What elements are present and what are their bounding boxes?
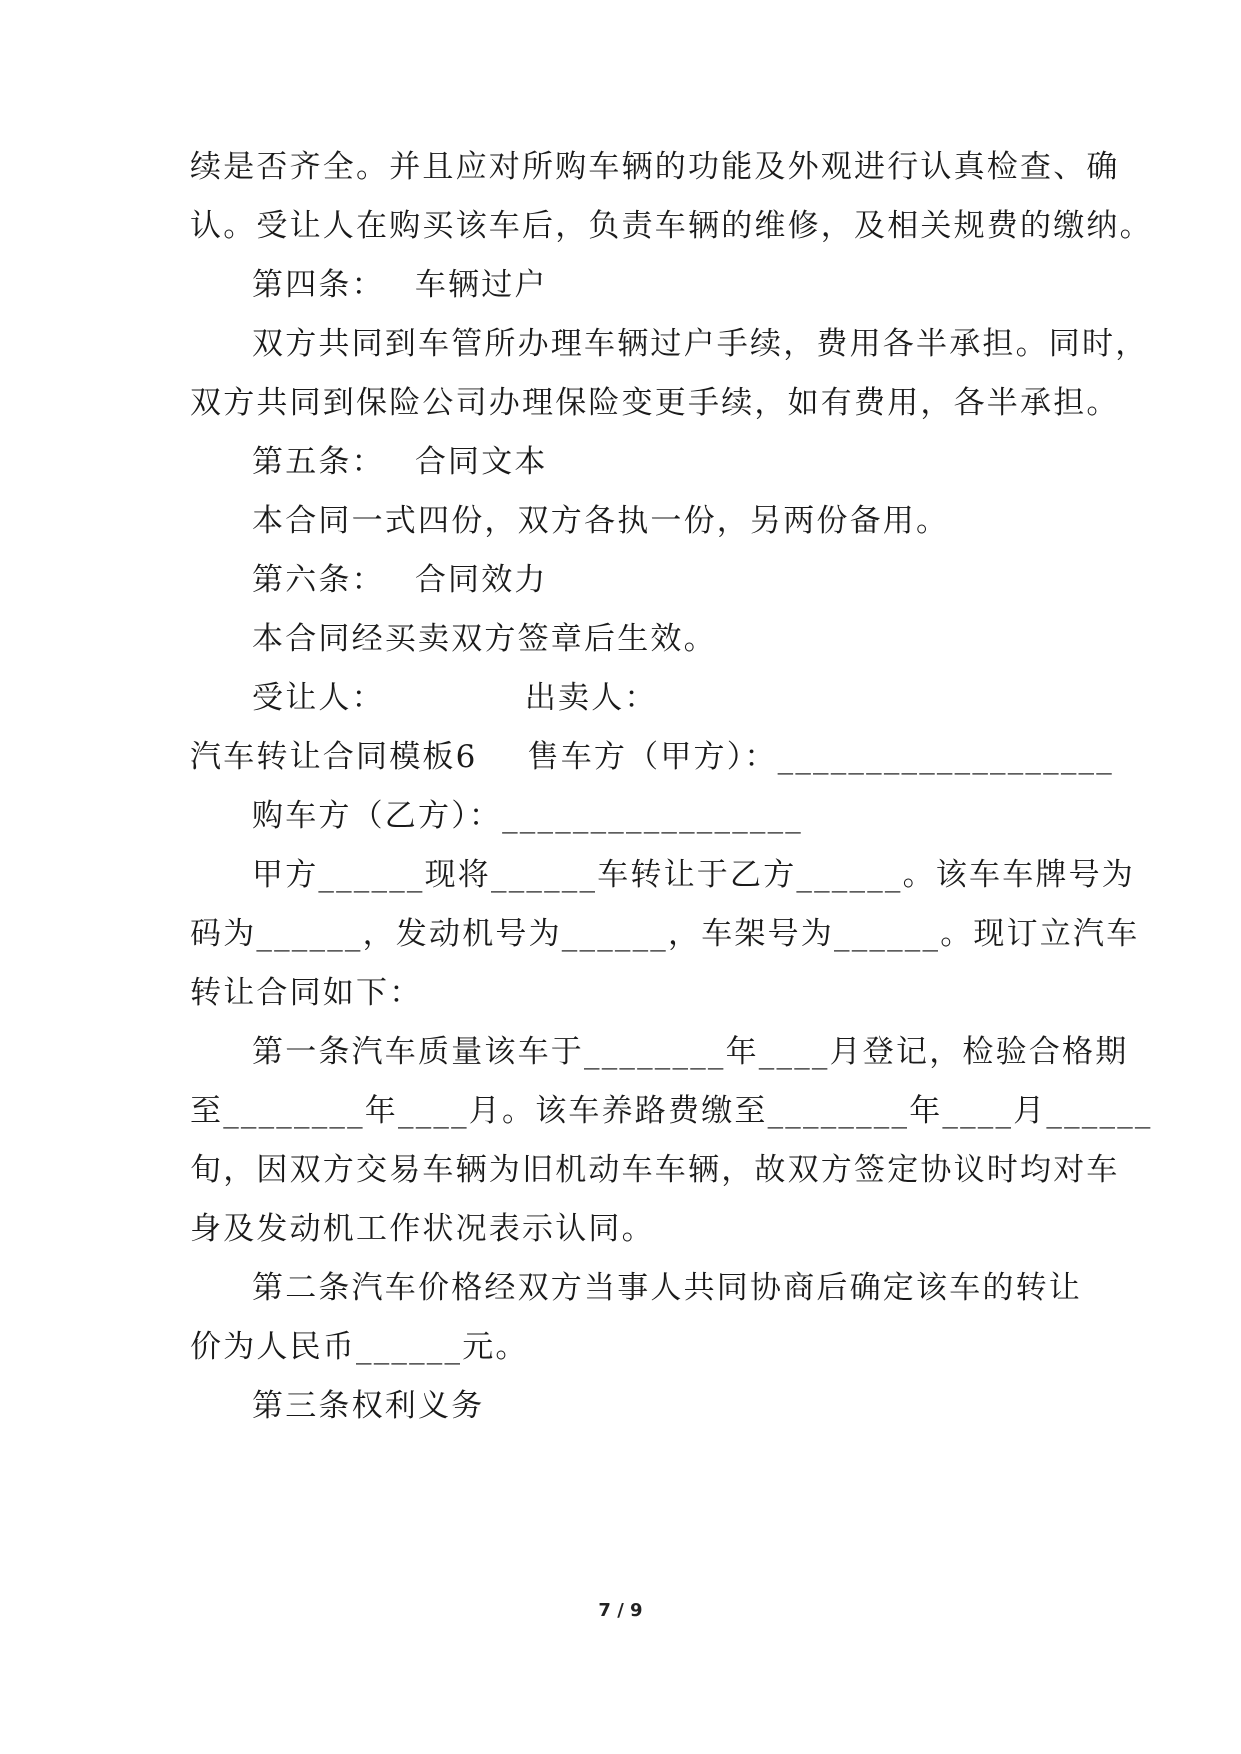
paragraph-line: 转让合同如下： [190,975,423,1011]
article-title: 车辆过户 [414,267,548,303]
paragraph-line: 认。受让人在购买该车后，负责车辆的维修，及相关规费的缴纳。 [190,208,1153,244]
page-number: 7 / 9 [598,1600,643,1621]
paragraph-line: 续是否齐全。并且应对所购车辆的功能及外观进行认真检查、确 [190,149,1120,185]
paragraph-line: 双方共同到车管所办理车辆过户手续，费用各半承担。同时， [252,326,1149,362]
paragraph-line: 双方共同到保险公司办理保险变更手续，如有费用，各半承担。 [190,385,1120,421]
paragraph-line: 甲方______现将______车转让于乙方______。该车车牌号为 [252,857,1135,893]
article-heading [252,560,1152,600]
article-title: 合同文本 [414,444,548,480]
paragraph-line: 价为人民币______元。 [190,1329,529,1365]
paragraph-line: 至________年____月。该车养路费缴至________年____月______ [190,1093,1153,1129]
paragraph-line: 第二条汽车价格经双方当事人共同协商后确定该车的转让 [252,1270,1082,1306]
paragraph-line: 旬，因双方交易车辆为旧机动车车辆，故双方签定协议时均对车 [190,1152,1120,1188]
paragraph-line: 第一条汽车质量该车于________年____月登记，检验合格期 [252,1034,1129,1070]
article-label: 第六条： [252,562,385,598]
buyer-party-field: 购车方（乙方）：_________________ [252,798,803,834]
paragraph-line: 本合同一式四份，双方各执一份，另两份备用。 [252,503,950,539]
signature-line [252,678,1152,718]
seller-label: 出卖人： [524,680,658,716]
paragraph-line: 码为______，发动机号为______，车架号为______。现订立汽车 [190,916,1140,952]
article-label: 第四条： [252,267,385,303]
transferee-label: 受让人： [252,680,385,716]
paragraph-line: 身及发动机工作状况表示认同。 [190,1211,655,1247]
article-label: 第五条： [252,444,385,480]
article-heading [252,265,1152,305]
paragraph-line: 第三条权利义务 [252,1388,485,1424]
template-title: 汽车转让合同模板6 [190,739,478,775]
article-title: 合同效力 [414,562,548,598]
template-heading-line [190,737,1114,777]
seller-party-field: 售车方（甲方）：___________________ [527,739,1114,775]
article-heading [252,442,1152,482]
paragraph-line: 本合同经买卖双方签章后生效。 [252,621,717,657]
